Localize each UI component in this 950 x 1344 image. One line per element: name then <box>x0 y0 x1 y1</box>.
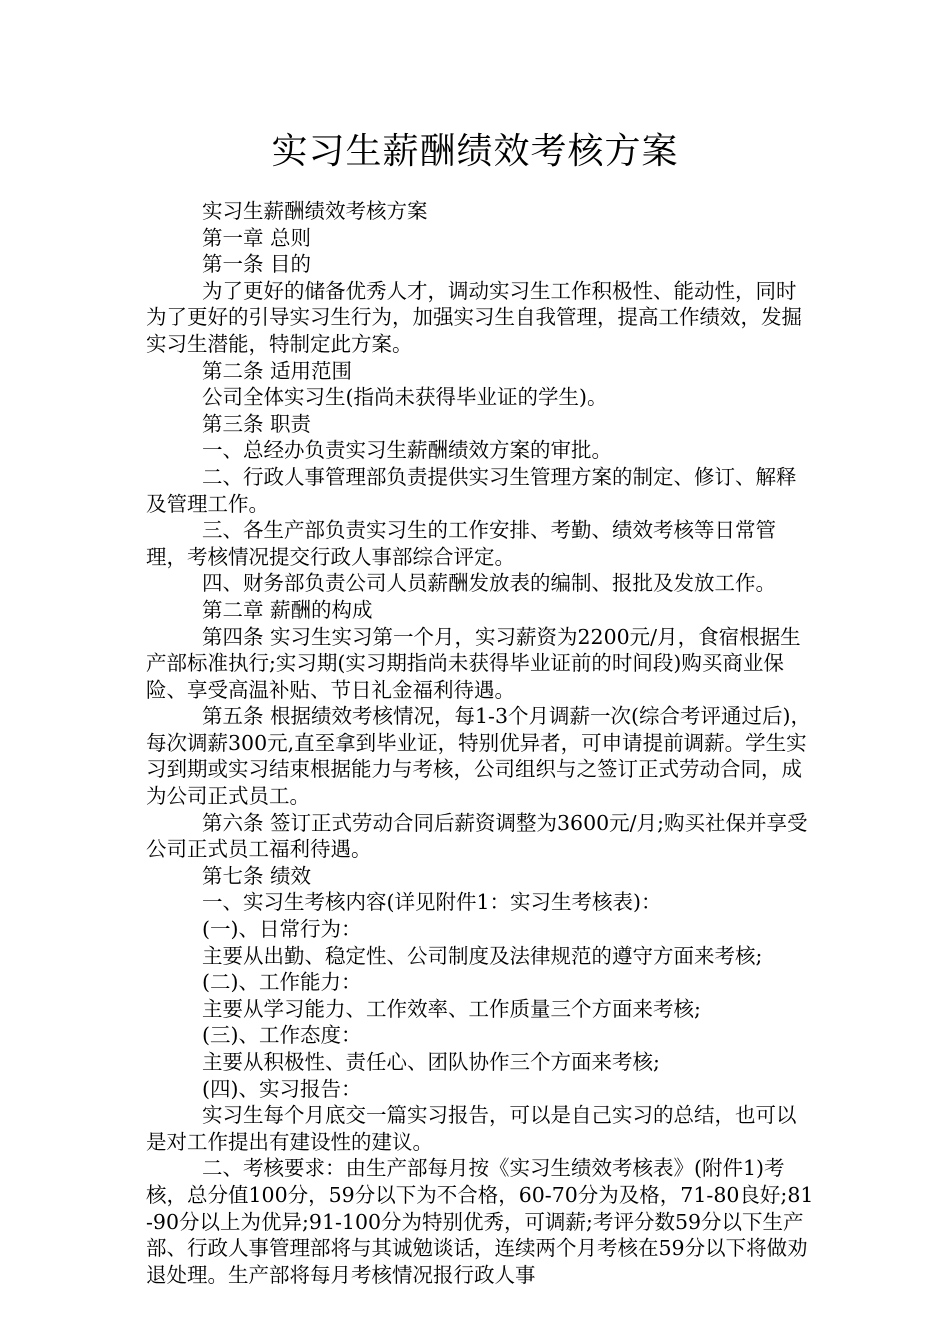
paragraph: 主要从出勤、稳定性、公司制度及法律规范的遵守方面来考核; <box>202 943 763 968</box>
sub-heading: (二)、工作能力： <box>202 970 362 995</box>
sub-heading: (四)、实习报告： <box>202 1076 362 1101</box>
chapter-heading: 第二章 薪酬的构成 <box>202 597 373 622</box>
article-heading: 第一条 目的 <box>202 252 312 277</box>
paragraph: 为了更好的储备优秀人才，调动实习生工作积极性、能动性，同时为了更好的引导实习生行为，加强实习生自我管理，提高工作绩效，发掘实习生潜能，特制定此方案。 <box>146 278 802 356</box>
article-heading: 第二条 适用范围 <box>202 358 353 383</box>
list-item: 二、行政人事管理部负责提供实习生管理方案的制定、修订、解释及管理工作。 <box>146 464 797 516</box>
paragraph: 主要从积极性、责任心、团队协作三个方面来考核; <box>202 1050 660 1074</box>
article-heading: 第七条 绩效 <box>202 863 312 888</box>
list-item: 三、各生产部负责实习生的工作安排、考勤、绩效考核等日常管理，考核情况提交行政人事部综合评定。 <box>146 518 776 569</box>
paragraph: 第六条 签订正式劳动合同后薪资调整为3600元/月;购买社保并享受公司正式员工福利待遇。 <box>146 810 808 862</box>
paragraph: 主要从学习能力、工作效率、工作质量三个方面来考核; <box>202 996 701 1021</box>
sub-heading: (一)、日常行为： <box>202 917 362 942</box>
paragraph: 第四条 实习生实习第一个月，实习薪资为2200元/月，食宿根据生产部标准执行;实习期(实习期指尚未获得毕业证前的时间段)购买商业保险、享受高温补贴、节日礼金福利待遇。 <box>146 624 801 702</box>
sub-heading: (三)、工作态度： <box>202 1023 362 1048</box>
list-item: 二、考核要求：由生产部每月按《实习生绩效考核表》(附件1)考核，总分值100分，59分以下为不合格，60-70分为及格，71-80良好;81-90分以上为优异;91-100分为特别优秀，可调薪;考评分数59分以下生产部、行政人事管理部将与其诚勉谈话，连续两个月考核在59分以下将做劝退处理。生产部将每月考核情况报行政人事 <box>146 1156 814 1287</box>
document-body <box>146 198 814 1288</box>
paragraph: 公司全体实习生(指尚未获得毕业证的学生)。 <box>202 385 608 410</box>
article-heading: 第三条 职责 <box>202 411 312 436</box>
paragraph: 第五条 根据绩效考核情况，每1-3个月调薪一次(综合考评通过后)，每次调薪300元,直至拿到毕业证，特别优异者，可申请提前调薪。学生实习到期或实习结束根据能力与考核，公司组织与之签订正式劳动合同，成为公司正式员工。 <box>146 704 812 809</box>
paragraph: 实习生每个月底交一篇实习报告，可以是自己实习的总结，也可以是对工作提出有建设性的建议。 <box>146 1103 797 1154</box>
document-title: 实习生薪酬绩效考核方案 <box>271 131 679 172</box>
paragraph: 实习生薪酬绩效考核方案 <box>202 199 428 223</box>
list-item: 四、财务部负责公司人员薪酬发放表的编制、报批及发放工作。 <box>202 571 776 596</box>
list-item: 一、实习生考核内容(详见附件1：实习生考核表)： <box>202 890 662 915</box>
list-item: 一、总经办负责实习生薪酬绩效方案的审批。 <box>202 438 612 463</box>
chapter-heading: 第一章 总则 <box>202 225 312 250</box>
